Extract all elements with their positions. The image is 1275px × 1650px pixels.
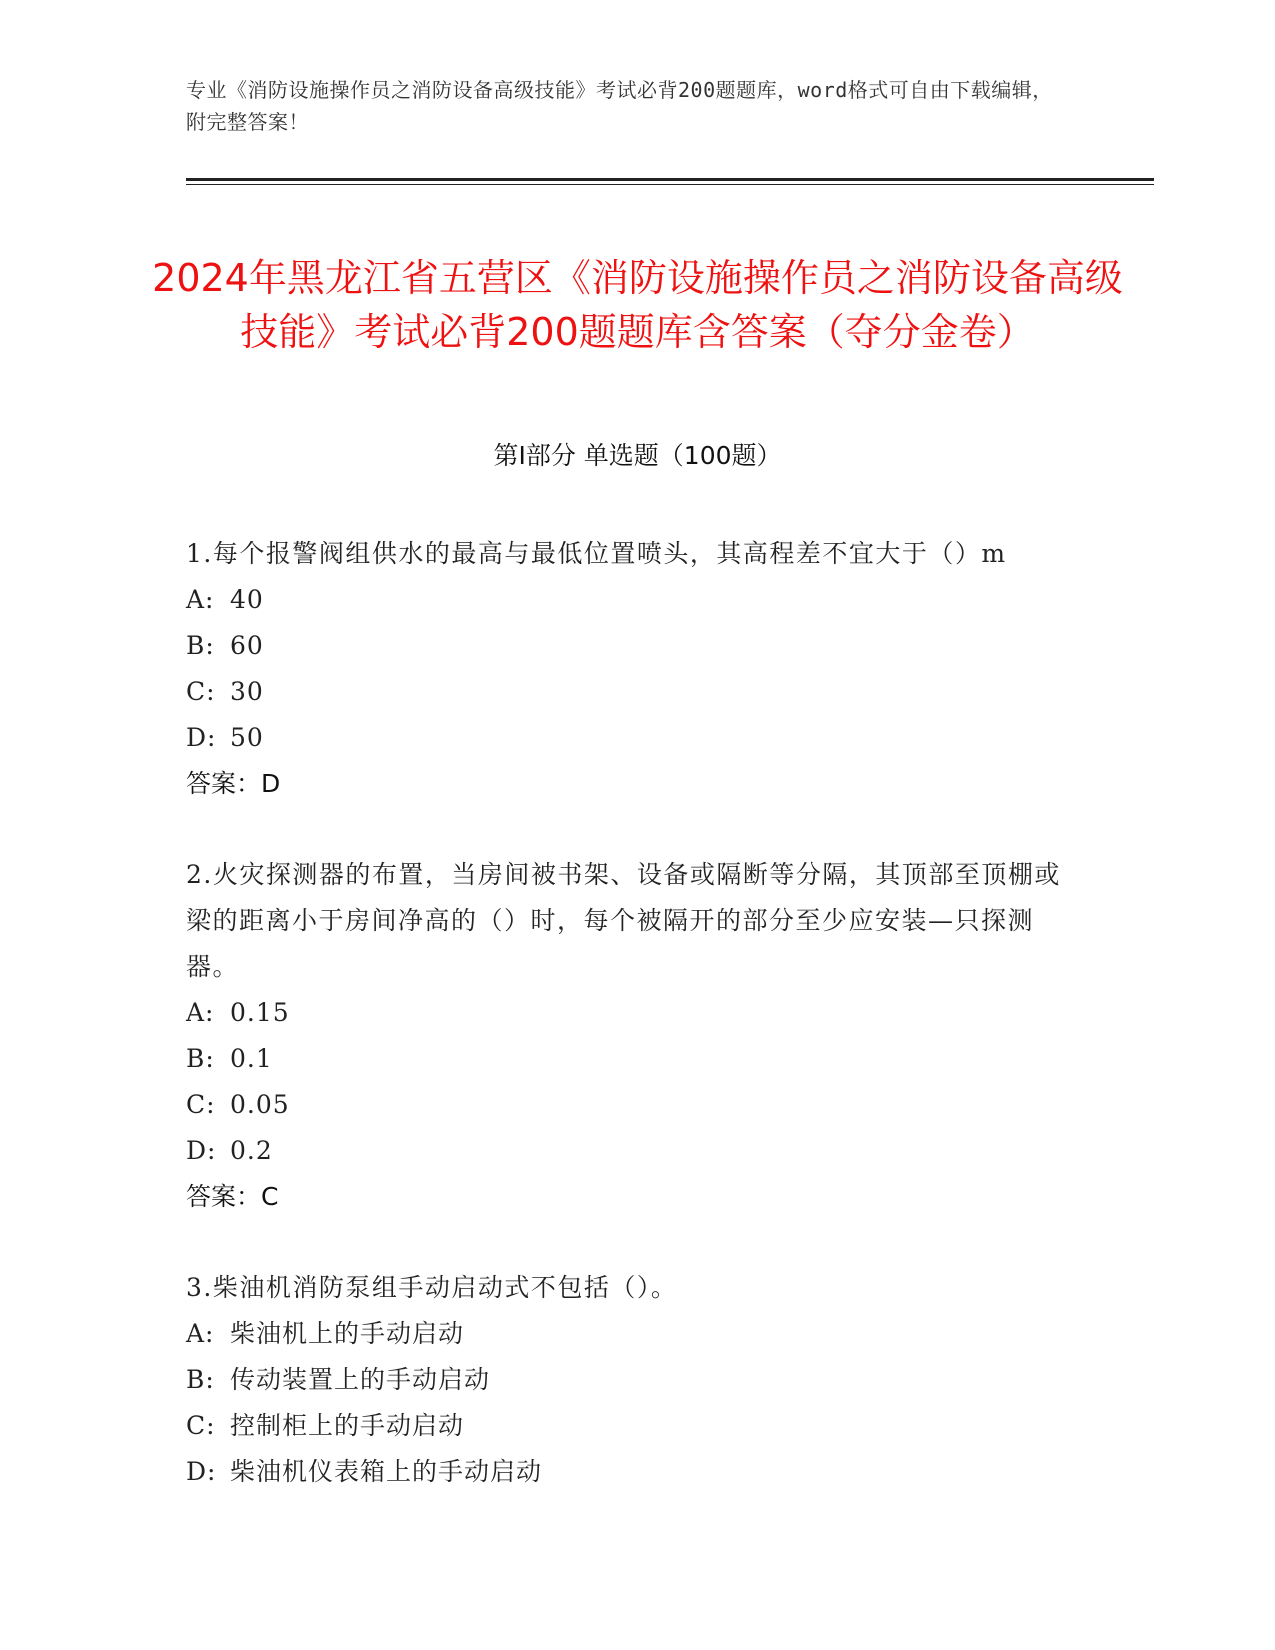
option-a <box>186 990 1086 1036</box>
question-1 <box>186 531 1086 807</box>
question-3 <box>186 1265 1086 1495</box>
document-title: 2024年黑龙江省五营区《消防设施操作员之消防设备高级技能》考试必背200题题库含答案（夺分金卷） <box>152 256 1123 355</box>
option-text: 0.05 <box>230 1090 290 1119</box>
option-c <box>186 669 1086 715</box>
option-letter: A: <box>186 585 215 614</box>
option-b <box>186 1357 1086 1403</box>
option-b <box>186 1036 1086 1082</box>
answer-line: 答案：D <box>186 769 281 798</box>
option-text: 控制柜上的手动启动 <box>230 1411 465 1440</box>
option-d <box>186 1128 1086 1174</box>
option-c <box>186 1082 1086 1128</box>
option-letter: B: <box>186 631 215 660</box>
option-letter: A: <box>186 1319 215 1348</box>
option-letter: B: <box>186 1365 215 1394</box>
option-text: 40 <box>230 585 264 614</box>
option-letter: D: <box>186 723 217 752</box>
option-text: 0.1 <box>230 1044 273 1073</box>
option-letter: A: <box>186 998 215 1027</box>
option-text: 传动装置上的手动启动 <box>230 1365 491 1394</box>
option-c <box>186 1403 1086 1449</box>
question-stem: 1.每个报警阀组供水的最高与最低位置喷头，其高程差不宜大于（）m <box>186 539 1007 568</box>
question-2 <box>186 852 1086 1220</box>
option-text: 0.15 <box>230 998 290 1027</box>
question-stem: 2.火灾探测器的布置，当房间被书架、设备或隔断等分隔，其顶部至顶棚或梁的距离小于房间净高的（）时，每个被隔开的部分至少应安装—只探测器。 <box>186 860 1061 981</box>
option-letter: B: <box>186 1044 215 1073</box>
option-a <box>186 577 1086 623</box>
question-list <box>186 531 1086 1540</box>
option-text: 30 <box>230 677 264 706</box>
option-text: 60 <box>230 631 264 660</box>
option-letter: D: <box>186 1457 217 1486</box>
option-text: 柴油机仪表箱上的手动启动 <box>230 1457 543 1486</box>
option-text: 50 <box>230 723 264 752</box>
option-text: 柴油机上的手动启动 <box>230 1319 465 1348</box>
option-b <box>186 623 1086 669</box>
option-d <box>186 1449 1086 1495</box>
option-text: 0.2 <box>230 1136 273 1165</box>
answer-line: 答案：C <box>186 1182 279 1211</box>
section-heading: 第Ⅰ部分 单选题（100题） <box>493 441 782 470</box>
option-letter: D: <box>186 1136 217 1165</box>
header-divider-thick <box>186 178 1154 181</box>
option-letter: C: <box>186 1411 216 1440</box>
option-a <box>186 1311 1086 1357</box>
option-d <box>186 715 1086 761</box>
header-divider-thin <box>186 184 1154 185</box>
option-letter: C: <box>186 1090 216 1119</box>
document-header-note: 专业《消防设施操作员之消防设备高级技能》考试必背200题题库，word格式可自由下载编辑，附完整答案！ <box>186 78 1053 134</box>
option-letter: C: <box>186 677 216 706</box>
question-stem: 3.柴油机消防泵组手动启动式不包括（）。 <box>186 1273 678 1302</box>
